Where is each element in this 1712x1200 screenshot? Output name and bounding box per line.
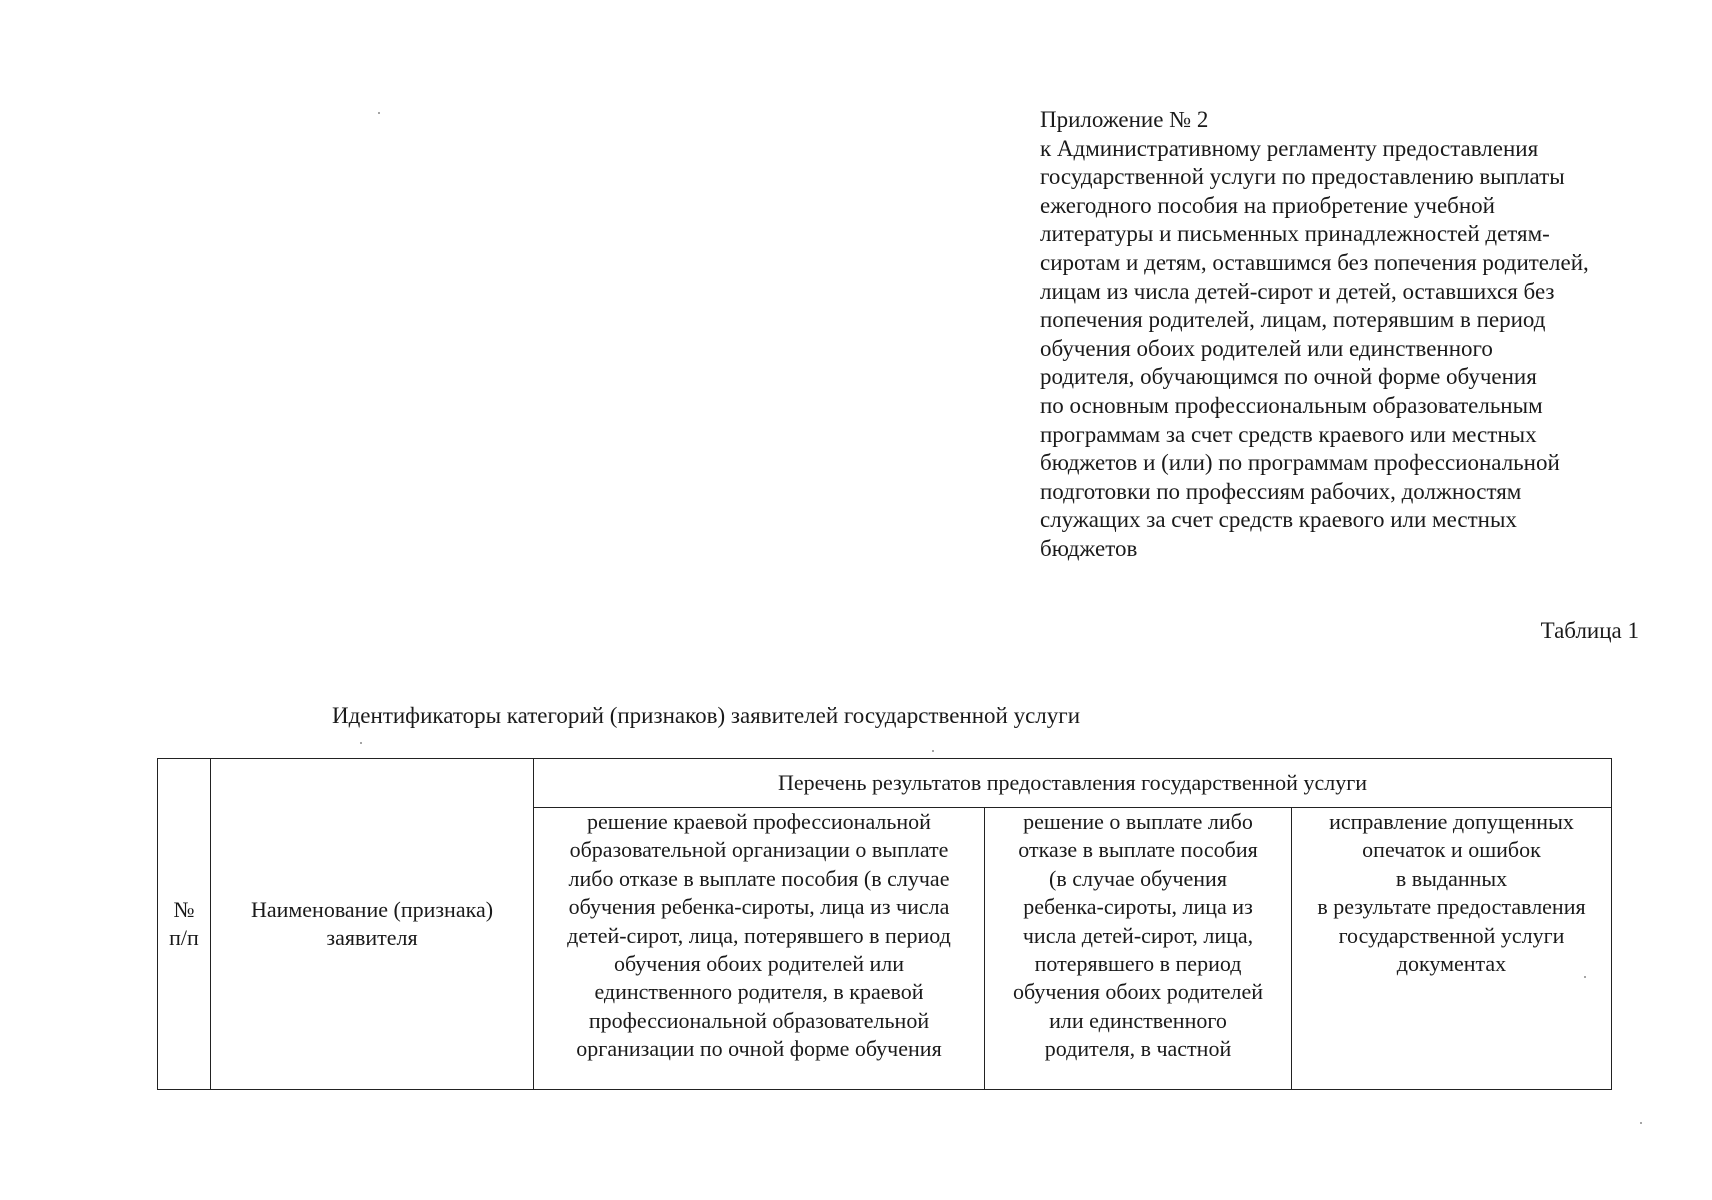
result-line: документах [1396, 951, 1507, 977]
column-header-name-line: Наименование (признака) [250, 896, 494, 922]
appendix-line: лицам из числа детей-сирот и детей, оставшихся без [1040, 278, 1555, 304]
result-line: организации по очной форме обучения [576, 1036, 942, 1062]
result-line: или единственного [1049, 1007, 1227, 1033]
column-header-applicant-name [211, 759, 534, 1090]
result-line: опечаток и ошибок [1362, 837, 1541, 863]
result-line: обучения обоих родителей [1012, 979, 1264, 1005]
result-line: образовательной организации о выплате [569, 837, 949, 863]
scan-speck [932, 750, 934, 752]
appendix-line: ежегодного пособия на приобретение учебной [1040, 192, 1495, 218]
appendix-line: программам за счет средств краевого или местных [1040, 421, 1537, 447]
result-line: решение о выплате либо [1023, 809, 1253, 834]
table-title [0, 702, 1412, 730]
column-header-number [158, 759, 211, 1090]
appendix-line: родителя, обучающимся по очной форме обучения [1040, 364, 1537, 390]
appendix-line: попечения родителей, лицам, потерявшим в период [1040, 307, 1546, 333]
scan-speck [360, 742, 362, 744]
appendix-line: по основным профессиональным образовательным [1040, 392, 1543, 418]
column-header-number-line: № [173, 896, 195, 922]
result-line: исправление допущенных [1329, 809, 1574, 834]
appendix-line: литературы и письменных принадлежностей детям- [1040, 221, 1550, 247]
column-header-result-1 [534, 808, 985, 1090]
result-line: детей-сирот, лица, потерявшего в период [567, 922, 951, 948]
column-group-header-results: Перечень результатов предоставления государственной услуги [534, 759, 1612, 808]
result-line: обучения обоих родителей или [613, 951, 905, 977]
table-number: Таблица 1 [1540, 618, 1639, 643]
appendix-line: к Административному регламенту предоставления [1040, 135, 1539, 161]
scan-speck [1640, 1122, 1642, 1124]
column-header-number-line: п/п [169, 925, 199, 950]
appendix-line: государственной услуги по предоставлению выплаты [1040, 164, 1565, 190]
result-line: ребенка-сироты, лица из [1023, 894, 1253, 920]
table-title-text: Идентификаторы категорий (признаков) заявителей государственной услуги [331, 703, 1081, 728]
appendix-line: служащих за счет средств краевого или местных [1040, 507, 1517, 533]
result-line: потерявшего в период [1034, 951, 1242, 977]
result-line: государственной услуги [1338, 922, 1565, 948]
appendix-line: подготовки по профессиям рабочих, должностям [1040, 478, 1522, 504]
appendix-line: Приложение № 2 [1040, 107, 1209, 132]
appendix-line: сиротам и детям, оставшимся без попечения родителей, [1040, 249, 1589, 275]
table-header-row [158, 759, 1612, 808]
column-header-result-2 [985, 808, 1292, 1090]
appendix-line: обучения обоих родителей или единственного [1040, 335, 1493, 361]
result-line: (в случае обучения [1049, 865, 1227, 891]
scan-speck [378, 112, 380, 114]
appendix-line: бюджетов и (или) по программам профессиональной [1040, 450, 1560, 476]
result-line: отказе в выплате пособия [1018, 837, 1258, 863]
scan-speck [1584, 976, 1586, 978]
result-line: единственного родителя, в краевой [594, 979, 924, 1005]
column-header-name-line: заявителя [326, 925, 418, 950]
appendix-line: бюджетов [1040, 535, 1138, 561]
result-line: либо отказе в выплате пособия (в случае [568, 865, 950, 891]
results-table [157, 758, 1612, 1090]
result-line: в выданных [1395, 865, 1508, 891]
result-line: родителя, в частной [1044, 1036, 1232, 1062]
result-line: обучения ребенка-сироты, лица из числа [568, 894, 950, 920]
result-line: профессиональной образовательной [588, 1007, 930, 1033]
appendix-header [1040, 106, 1640, 564]
column-header-result-3 [1292, 808, 1612, 1090]
result-line: решение краевой профессиональной [587, 809, 931, 834]
result-line: в результате предоставления [1317, 894, 1586, 920]
result-line: числа детей-сирот, лица, [1022, 922, 1254, 948]
